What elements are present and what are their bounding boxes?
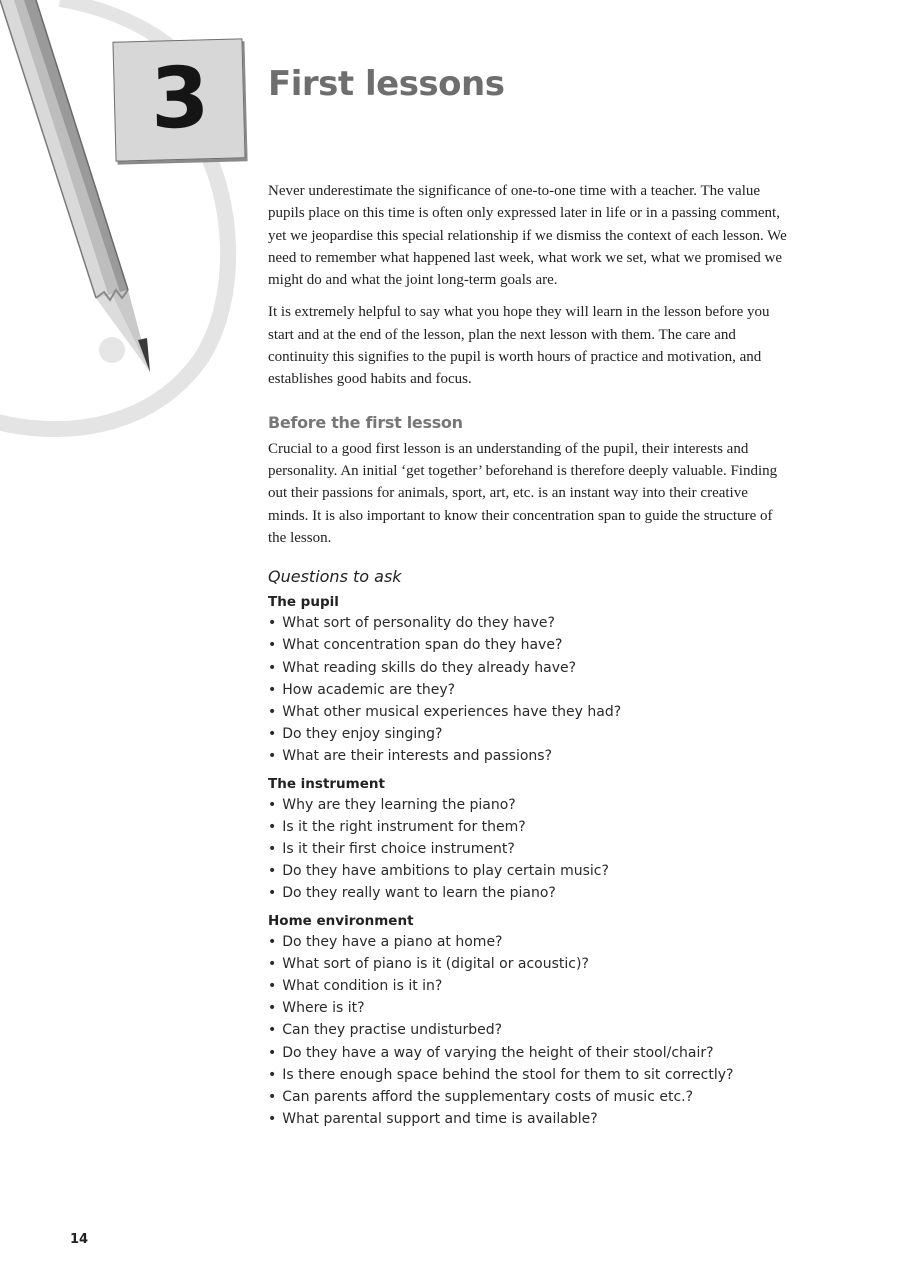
list-item: • Is it their first choice instrument? (268, 838, 788, 860)
group-title-pupil: The pupil (268, 594, 339, 611)
list-item: • Is there enough space behind the stool for them to sit correctly? (268, 1064, 788, 1086)
group-title-home: Home environment (268, 912, 414, 929)
section-paragraph: Crucial to a good first lesson is an understanding of the pupil, their interests and personality. An initial ‘get together’ beforehand is therefore deeply valuable. Finding out their passions for animals, sport, art, etc. is an instant way into their creative minds. It is also important to know their concentration span to guide the structure of the lesson. (268, 440, 778, 546)
main-content (268, 180, 788, 1134)
list-item: • Why are they learning the piano? (268, 794, 788, 816)
list-item: • Do they have a piano at home? (268, 931, 788, 953)
list-item: • What condition is it in? (268, 975, 788, 997)
section-heading: Before the first lesson (268, 412, 463, 432)
page-number: 14 (70, 1232, 89, 1247)
chapter-title: First lessons (268, 64, 505, 104)
list-item: • Can they practise undisturbed? (268, 1019, 788, 1041)
intro-paragraph-2: It is extremely helpful to say what you hope they will learn in the lesson before you start and at the end of the lesson, plan the next lesson with them. The care and continuity this signifies to the pupil is worth hours of practice and motivation, and establishes good habits and focus. (268, 304, 770, 388)
list-item: • Do they have a way of varying the height of their stool/chair? (268, 1042, 788, 1064)
list-item: • Do they enjoy singing? (268, 723, 788, 745)
list-item: • How academic are they? (268, 679, 788, 701)
list-item: • What reading skills do they already have? (268, 657, 788, 679)
question-list-pupil (268, 612, 788, 767)
list-item: • What sort of personality do they have? (268, 612, 788, 634)
chapter-number-box (112, 38, 245, 161)
list-item: • Is it the right instrument for them? (268, 816, 788, 838)
list-item: • What are their interests and passions? (268, 745, 788, 767)
question-list-instrument (268, 794, 788, 905)
list-item: • What sort of piano is it (digital or acoustic)? (268, 953, 788, 975)
group-title-instrument: The instrument (268, 775, 385, 792)
chapter-number: 3 (149, 48, 209, 148)
list-item: • What concentration span do they have? (268, 634, 788, 656)
list-item: • Do they really want to learn the piano? (268, 882, 788, 904)
list-item: • What other musical experiences have they had? (268, 701, 788, 723)
list-item: • Where is it? (268, 997, 788, 1019)
list-item: • What parental support and time is available? (268, 1108, 788, 1130)
list-item: • Do they have ambitions to play certain music? (268, 860, 788, 882)
list-item: • Can parents afford the supplementary costs of music etc.? (268, 1086, 788, 1108)
question-list-home (268, 931, 788, 1131)
questions-heading: Questions to ask (268, 567, 402, 587)
intro-paragraph-1: Never underestimate the significance of one-to-one time with a teacher. The value pupils place on this time is often only expressed later in life or in a passing comment, yet we jeopardise this special relationship if we dismiss the context of each lesson. We need to remember what happened last week, what work we set, what we promised we might do and what the joint long-term goals are. (268, 183, 787, 289)
